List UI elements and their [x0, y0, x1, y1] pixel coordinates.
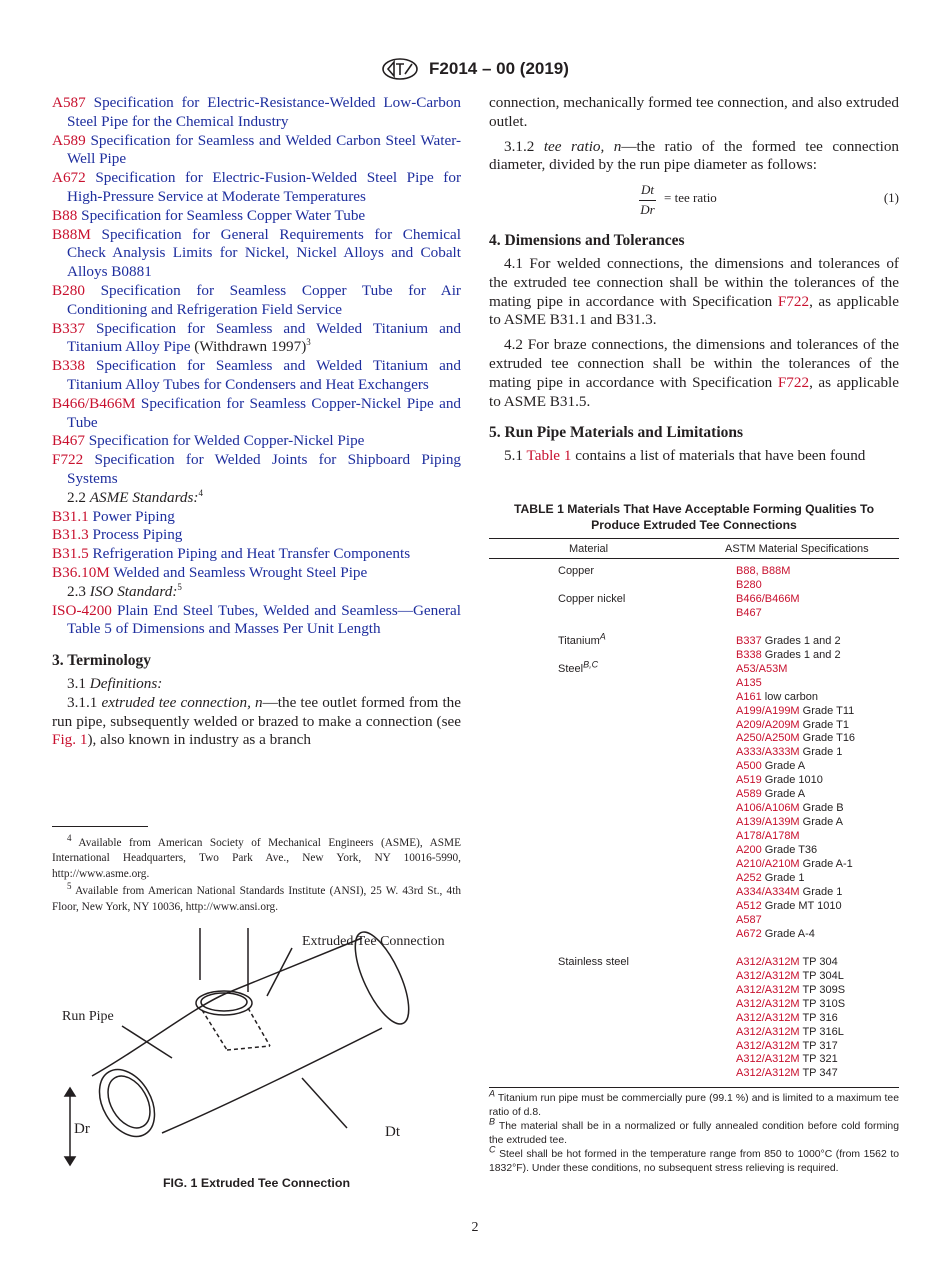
- spec-code[interactable]: A312/A312M: [736, 955, 800, 968]
- spec-code[interactable]: A178/A178M: [736, 830, 800, 843]
- reference-item: [52, 94, 461, 132]
- spec-line: [736, 914, 899, 928]
- spec-code[interactable]: A200: [736, 844, 762, 857]
- definitions-subheading: 3.1 Definitions:: [67, 674, 163, 692]
- reference-title[interactable]: Specification for Electric-Resistance-Welded Low-Carbon Steel Pipe for the Chemical Industry: [67, 94, 462, 130]
- spec-line: [736, 593, 899, 607]
- reference-title[interactable]: Power Piping: [92, 507, 175, 525]
- spec-line: [736, 1012, 899, 1026]
- reference-code[interactable]: B337: [52, 319, 85, 337]
- figure-caption: FIG. 1 Extruded Tee Connection: [162, 1176, 351, 1190]
- spec-code[interactable]: A106/A106M: [736, 802, 800, 815]
- table-row-group: [489, 956, 899, 1082]
- spec-cell: [736, 593, 899, 621]
- footnote-4: $^4$ Available from American Society of Mechanical Engineers (ASME), ASME International Headquarters, Two Park Ave., New York, NY 10016-5990, http://www.asme.org.: [52, 833, 462, 880]
- footnote-5: $^5$ Available from American National Standards Institute (ANSI), 25 W. 43rd St., 4th Floor, New York, NY 10036, http://www.ansi.org.: [52, 881, 461, 913]
- astm-logo-icon: [381, 58, 419, 80]
- table-row-group: [489, 565, 899, 593]
- reference-note: (Withdrawn 1997): [190, 338, 307, 356]
- reference-code[interactable]: B88: [52, 206, 78, 224]
- reference-title[interactable]: Specification for Seamless Copper-Nickel Pipe and Tube: [67, 394, 462, 431]
- asme-heading: 2.2 ASME Standards:$^4$: [67, 487, 203, 506]
- table-row-group: [489, 659, 899, 942]
- run-pipe-heading: 5. Run Pipe Materials and Limitations: [489, 424, 744, 442]
- reference-title[interactable]: Specification for Welded Copper-Nickel Pipe: [88, 432, 365, 450]
- table-footnote: [489, 1116, 899, 1148]
- spec-line: [736, 746, 899, 760]
- spec-note: TP 304: [799, 955, 838, 968]
- eq-numerator: Dt: [639, 181, 656, 201]
- col-specs: ASTM Material Specifications: [725, 543, 869, 555]
- spec-note: Grade A-4: [761, 927, 815, 940]
- spec-code[interactable]: A312/A312M: [736, 1011, 800, 1024]
- spec-code[interactable]: A587: [736, 913, 762, 926]
- spec-code[interactable]: A250/A250M: [736, 732, 800, 745]
- reference-code[interactable]: B36.10M: [52, 563, 110, 581]
- table-footnote: [489, 1144, 899, 1176]
- spec-line: [736, 998, 899, 1012]
- spec-note: Grade A: [799, 816, 844, 829]
- spec-note: TP 310S: [799, 997, 846, 1010]
- spec-note: Grade A: [761, 760, 806, 773]
- table-footnote-marker: B,C: [583, 659, 599, 670]
- spec-note: Grade A-1: [799, 858, 853, 871]
- spec-code[interactable]: A252: [736, 872, 762, 885]
- table-footnote-mark: B: [489, 1116, 496, 1127]
- spec-code[interactable]: A135: [736, 676, 762, 689]
- spec-cell: [736, 663, 899, 942]
- material-name: Titanium: [558, 634, 600, 647]
- table-footnote-mark: C: [489, 1144, 496, 1155]
- spec-code[interactable]: A312/A312M: [736, 983, 800, 996]
- f722-link[interactable]: F722: [777, 292, 810, 310]
- spec-code[interactable]: A519: [736, 774, 762, 787]
- spec-note: Grade T1: [799, 718, 849, 731]
- spec-cell: [736, 956, 899, 1082]
- spec-note: Grade 1: [799, 746, 843, 759]
- reference-code[interactable]: B88M: [52, 225, 91, 243]
- spec-line: [736, 649, 899, 663]
- reference-title[interactable]: Specification for Seamless Copper Water Tube: [81, 206, 366, 224]
- spec-line: [736, 663, 899, 677]
- reference-title[interactable]: Specification for Seamless and Welded Carbon Steel Water-Well Pipe: [67, 131, 462, 168]
- spec-note: TP 316L: [799, 1025, 844, 1038]
- dimensions-heading: 4. Dimensions and Tolerances: [489, 232, 685, 250]
- material-name: Copper: [558, 565, 595, 577]
- f722-link[interactable]: F722: [777, 373, 810, 391]
- table-footnote-text: The material shall be in a normalized or fully annealed condition before cold forming the extruded tee.: [489, 1121, 899, 1147]
- spec-code[interactable]: A512: [736, 899, 762, 912]
- reference-code[interactable]: B31.3: [52, 526, 89, 544]
- spec-code[interactable]: B467: [736, 606, 762, 619]
- material-name: Stainless steel: [558, 955, 629, 968]
- spec-code[interactable]: A333/A333M: [736, 746, 800, 759]
- reference-code[interactable]: F722: [52, 451, 84, 469]
- left-column: [52, 94, 461, 750]
- page-number: 2: [471, 1220, 479, 1235]
- spec-note: Grade MT 1010: [761, 899, 842, 912]
- table1-link[interactable]: Table 1: [526, 447, 572, 465]
- reference-item: [52, 432, 461, 451]
- spec-note: Grade 1010: [761, 774, 823, 787]
- label-run-pipe: Run Pipe: [62, 1009, 114, 1024]
- spec-note: TP 347: [799, 1067, 838, 1080]
- spec-line: [736, 691, 899, 705]
- spec-line: [736, 565, 899, 579]
- spec-line: [736, 1026, 899, 1040]
- label-dr: Dr: [74, 1121, 90, 1137]
- footnotes: [52, 833, 462, 917]
- reference-item: [52, 451, 461, 489]
- reference-code[interactable]: B466/B466M: [52, 394, 136, 412]
- table-footnote-text: Steel shall be hot formed in the temperature range from 850 to 1000°C (from 1562 to 1832°F). Under these conditions, no subsequent stress relieving is required.: [489, 1148, 899, 1174]
- spec-note: TP 317: [799, 1039, 838, 1052]
- spec-code[interactable]: A672: [736, 927, 762, 940]
- reference-item: [52, 282, 461, 320]
- reference-item: [52, 395, 461, 433]
- reference-title[interactable]: Welded and Seamless Wrought Steel Pipe: [113, 563, 368, 581]
- reference-code[interactable]: B31.5: [52, 545, 89, 563]
- spec-cell: [736, 635, 899, 663]
- reference-item: [52, 564, 461, 583]
- spec-line: [736, 677, 899, 691]
- reference-item: [52, 545, 461, 564]
- spec-note: TP 321: [799, 1053, 838, 1066]
- table-footnote-marker: A: [599, 631, 606, 642]
- spec-code[interactable]: A589: [736, 788, 762, 801]
- asme-reference-list: [52, 508, 461, 583]
- spec-line: [736, 1067, 899, 1081]
- spec-note: Grade T16: [799, 732, 856, 745]
- reference-item: [52, 226, 461, 282]
- para-5-1: 5.1 Table 1 contains a list of materials that have been found: [504, 447, 866, 465]
- iso-reference-list: [52, 602, 461, 640]
- spec-code[interactable]: B338: [736, 648, 762, 661]
- spec-code[interactable]: B466/B466M: [736, 592, 800, 605]
- table-footnotes: [489, 1088, 899, 1175]
- reference-item: [52, 320, 461, 358]
- terminology-heading: 3. Terminology: [52, 652, 152, 670]
- spec-line: [736, 1040, 899, 1054]
- spec-line: [736, 900, 899, 914]
- reference-title[interactable]: Specification for Electric-Fusion-Welded Steel Pipe for High-Pressure Service at Moderate Temperatures: [67, 169, 462, 205]
- reference-code[interactable]: B338: [52, 357, 85, 375]
- spec-code[interactable]: A312/A312M: [736, 969, 800, 982]
- reference-item: [52, 357, 461, 395]
- reference-item: [52, 207, 461, 226]
- reference-code[interactable]: B31.1: [52, 507, 89, 525]
- spec-note: Grade 1: [799, 885, 843, 898]
- figure-extruded-tee: [52, 928, 461, 1168]
- table-caption: TABLE 1 Materials That Have Acceptable Forming Qualities To Produce Extruded Tee Connections: [513, 502, 875, 532]
- spec-code[interactable]: A209/A209M: [736, 718, 800, 731]
- def-extruded-tee-cont: connection, mechanically formed tee connection, and also extruded outlet.: [489, 94, 899, 130]
- material-cell: [558, 631, 606, 649]
- spec-line: [736, 788, 899, 802]
- reference-item: [52, 508, 461, 527]
- spec-line: [736, 1053, 899, 1067]
- reference-code[interactable]: A587: [52, 94, 86, 111]
- spec-line: [736, 760, 899, 774]
- spec-line: [736, 844, 899, 858]
- reference-code[interactable]: A672: [52, 169, 86, 187]
- def-extruded-tee: 3.1.1 extruded tee connection, n—the tee outlet formed from the run pipe, subsequently welded or brazed to make a connection (see Fig. 1), also known in industry as a branch: [52, 693, 462, 749]
- para-4-2: 4.2 For braze connections, the dimensions and tolerances of the extruded tee connection shall be within the tolerances of the mating pipe in accordance with Specification F722, as applicable to ASME B31.5.: [489, 336, 900, 410]
- reference-item: [52, 526, 461, 545]
- table-footnote-text: Titanium run pipe must be commercially pure (99.1 %) and is limited to a maximum tee ratio of d.8.: [489, 1093, 899, 1119]
- table-footnote-mark: A: [489, 1088, 496, 1099]
- def-tee-ratio: 3.1.2 tee ratio, n—the ratio of the formed tee connection diameter, divided by the run pipe diameter as follows:: [489, 137, 900, 174]
- spec-line: [736, 872, 899, 886]
- equation-1: [489, 175, 899, 219]
- spec-code[interactable]: A161: [736, 690, 762, 703]
- material-cell: [558, 659, 599, 677]
- spec-code[interactable]: B280: [736, 578, 762, 591]
- para-4-1: 4.1 For welded connections, the dimensions and tolerances of the extruded tee connection shall be within the tolerances of the mating pipe in accordance with Specification F722, as applicable to ASME B31.1 and B31.3.: [489, 254, 900, 329]
- spec-line: [736, 705, 899, 719]
- spec-line: [736, 635, 899, 649]
- spec-line: [736, 928, 899, 942]
- spec-line: [736, 816, 899, 830]
- spec-code[interactable]: B337: [736, 634, 762, 647]
- spec-code[interactable]: A334/A334M: [736, 885, 800, 898]
- col-material: Material: [569, 543, 609, 555]
- spec-code[interactable]: A210/A210M: [736, 858, 800, 871]
- designation: F2014 – 00 (2019): [429, 59, 569, 78]
- footnote-rule: [52, 826, 148, 827]
- table-row-group: [489, 593, 899, 621]
- iso-heading: 2.3 ISO Standard:$^5$: [67, 581, 182, 600]
- spec-line: [736, 579, 899, 593]
- spec-line: [736, 732, 899, 746]
- spec-note: TP 304L: [799, 969, 844, 982]
- reference-code[interactable]: A589: [52, 131, 86, 149]
- reference-item: [52, 132, 461, 170]
- reference-title[interactable]: Plain End Steel Tubes, Welded and Seamless—General Table 5 of Dimensions and Masses Per Unit Length: [67, 601, 462, 638]
- spec-note: Grades 1 and 2: [761, 634, 841, 647]
- spec-cell: [736, 565, 899, 593]
- reference-title[interactable]: Refrigeration Piping and Heat Transfer Components: [92, 545, 411, 563]
- spec-note: TP 316: [799, 1011, 838, 1024]
- spec-note: TP 309S: [799, 983, 846, 996]
- footnote-marker: 3: [306, 337, 311, 348]
- spec-code[interactable]: A199/A199M: [736, 704, 800, 717]
- spec-note: low carbon: [761, 690, 818, 703]
- reference-title[interactable]: Process Piping: [92, 526, 183, 544]
- page-header: [0, 58, 950, 80]
- spec-code[interactable]: A312/A312M: [736, 1025, 800, 1038]
- spec-code[interactable]: A500: [736, 760, 762, 773]
- reference-title[interactable]: Specification for Seamless and Welded Titanium and Titanium Alloy Tubes for Condensers and Heat Exchangers: [67, 357, 461, 393]
- reference-title[interactable]: Specification for General Requirements for Chemical Check Analysis Limits for Nickel, Nickel Alloys and Cobalt Alloys B0881: [67, 225, 461, 281]
- table-body: [489, 559, 899, 1081]
- reference-code[interactable]: ISO-4200: [52, 601, 112, 619]
- spec-line: [736, 956, 899, 970]
- table-header: [489, 539, 899, 558]
- fig1-link[interactable]: Fig. 1: [52, 731, 88, 749]
- spec-code[interactable]: A312/A312M: [736, 1053, 800, 1066]
- reference-item: [52, 602, 461, 640]
- label-dt: Dt: [385, 1124, 400, 1140]
- spec-code[interactable]: A312/A312M: [736, 1067, 800, 1080]
- table-footnote: [489, 1088, 899, 1120]
- spec-note: Grade 1: [761, 872, 805, 885]
- table-1: [489, 502, 899, 1176]
- spec-line: [736, 774, 899, 788]
- spec-code[interactable]: A53/A53M: [736, 662, 788, 675]
- reference-title[interactable]: Specification for Seamless and Welded Titanium and Titanium Alloy Pipe: [67, 319, 461, 356]
- material-cell: [558, 956, 629, 970]
- eq-number: (1): [883, 190, 899, 206]
- spec-note: Grade A: [761, 788, 806, 801]
- spec-line: [736, 886, 899, 900]
- spec-note: Grades 1 and 2: [761, 648, 841, 661]
- reference-title[interactable]: Specification for Seamless Copper Tube for Air Conditioning and Refrigeration Field Service: [67, 281, 461, 318]
- spec-line: [736, 802, 899, 816]
- spec-line: [736, 970, 899, 984]
- spec-note: Grade B: [799, 802, 844, 815]
- spec-code[interactable]: B88, B88M: [736, 565, 791, 577]
- spec-line: [736, 858, 899, 872]
- spec-line: [736, 984, 899, 998]
- material-name: Steel: [558, 662, 584, 675]
- label-extruded-tee: Extruded Tee Connection: [302, 934, 445, 949]
- spec-code[interactable]: A312/A312M: [736, 1039, 800, 1052]
- spec-line: [736, 607, 899, 621]
- spec-line: [736, 719, 899, 733]
- material-cell: [558, 593, 625, 607]
- spec-code[interactable]: A139/A139M: [736, 816, 800, 829]
- reference-code[interactable]: B467: [52, 432, 85, 450]
- eq-rhs: = tee ratio: [664, 190, 717, 206]
- spec-line: [736, 830, 899, 844]
- reference-list: [52, 94, 461, 489]
- material-cell: [558, 565, 594, 579]
- right-column: [489, 94, 899, 466]
- eq-denominator: Dr: [640, 201, 655, 217]
- spec-note: Grade T11: [799, 704, 855, 717]
- table-row-group: [489, 631, 899, 663]
- spec-code[interactable]: A312/A312M: [736, 997, 800, 1010]
- reference-item: [52, 169, 461, 207]
- spec-note: Grade T36: [761, 844, 818, 857]
- reference-title[interactable]: Specification for Welded Joints for Shipboard Piping Systems: [67, 451, 462, 487]
- material-name: Copper nickel: [558, 592, 626, 605]
- reference-code[interactable]: B280: [52, 281, 85, 299]
